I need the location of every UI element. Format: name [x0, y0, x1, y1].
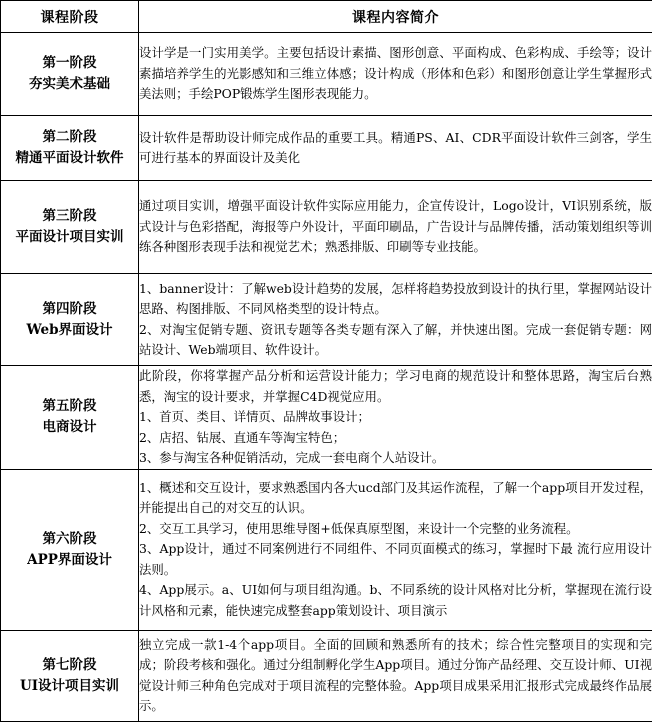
- description-paragraph: 设计学是一门实用美学。主要包括设计素描、图形创意、平面构成、色彩构成、手绘等；设计素描培养学生的光影感知和三维立体感；设计构成（形体和色彩）和图形创意让学生掌握形式美法则；手绘POP锻炼学生图形表现能力。: [139, 43, 652, 105]
- stage-number: 第五阶段: [1, 396, 138, 417]
- description-cell: [139, 181, 652, 274]
- stage-cell: [1, 469, 139, 630]
- stage-number: 第一阶段: [1, 53, 138, 74]
- stage-number: 第二阶段: [1, 127, 138, 148]
- description-paragraph: 2、店招、钻展、直通车等淘宝特色；: [139, 428, 652, 449]
- header-stage: 课程阶段: [1, 1, 139, 33]
- description-paragraph: 通过项目实训，增强平面设计软件实际应用能力，企宣传设计，Logo设计，VI识别系统，版式设计与色彩搭配，海报等户外设计，平面印刷品，广告设计与品牌传播，活动策划组织等训练各种图形表现手法和视觉艺术；熟悉排版、印刷等专业技能。: [139, 196, 652, 258]
- table-row: [1, 469, 652, 630]
- description-paragraph: 3、App设计，通过不同案例进行不同组件、不同页面模式的练习，掌握时下最 流行应用设计法则。: [139, 539, 652, 580]
- stage-cell: [1, 366, 139, 470]
- stage-cell: [1, 33, 139, 116]
- description-paragraph: 3、参与淘宝各种促销活动，完成一套电商个人站设计。: [139, 448, 652, 469]
- description-cell: [139, 274, 652, 366]
- description-cell: [139, 630, 652, 721]
- table-row: [1, 366, 652, 470]
- table-row: [1, 630, 652, 721]
- description-paragraph: 独立完成一款1-4个app项目。全面的回顾和熟悉所有的技术；综合性完整项目的实现和完成；阶段考核和强化。通过分组制孵化学生App项目。通过分饰产品经理、交互设计师、UI视觉设计师三种角色完成对于项目流程的完整体验。App项目成果采用汇报形式完成最终作品展示。: [139, 635, 652, 717]
- stage-title: APP界面设计: [1, 550, 138, 571]
- stage-title: 夯实美术基础: [1, 74, 138, 95]
- stage-cell: [1, 630, 139, 721]
- description-paragraph: 2、交互工具学习，使用思维导图+低保真原型图，来设计一个完整的业务流程。: [139, 519, 652, 540]
- header-content: 课程内容简介: [139, 1, 652, 33]
- description-paragraph: 4、App展示。a、UI如何与项目组沟通。b、不同系统的设计风格对比分析，掌握现在流行设计风格和元素，能快速完成整套app策划设计、项目演示: [139, 580, 652, 621]
- description-paragraph: 此阶段，你将掌握产品分析和运营设计能力；学习电商的规范设计和整体思路，淘宝后台熟悉，淘宝的设计要求，并掌握C4D视觉应用。: [139, 366, 652, 407]
- description-paragraph: 1、首页、类目、详情页、品牌故事设计；: [139, 407, 652, 428]
- stage-number: 第四阶段: [1, 299, 138, 320]
- stage-title: UI设计项目实训: [1, 676, 138, 697]
- table-row: [1, 274, 652, 366]
- description-cell: [139, 469, 652, 630]
- stage-title: 平面设计项目实训: [1, 227, 138, 248]
- stage-title: 精通平面设计软件: [1, 148, 138, 169]
- header-row: [1, 1, 652, 33]
- description-paragraph: 1、概述和交互设计，要求熟悉国内各大ucd部门及其运作流程，了解一个app项目开发过程，并能提出自己的对交互的认识。: [139, 478, 652, 519]
- stage-title: 电商设计: [1, 417, 138, 438]
- table-row: [1, 33, 652, 116]
- stage-number: 第三阶段: [1, 206, 138, 227]
- description-paragraph: 设计软件是帮助设计师完成作品的重要工具。精通PS、AI、CDR平面设计软件三剑客，学生可进行基本的界面设计及美化: [139, 128, 652, 169]
- description-paragraph: 1、banner设计：了解web设计趋势的发展，怎样将趋势投放到设计的执行里，掌握网站设计思路、构图排版、不同风格类型的设计特点。: [139, 279, 652, 320]
- description-cell: [139, 366, 652, 470]
- stage-cell: [1, 274, 139, 366]
- description-cell: [139, 33, 652, 116]
- stage-number: 第六阶段: [1, 529, 138, 550]
- table-row: [1, 181, 652, 274]
- stage-title: Web界面设计: [1, 320, 138, 341]
- stage-cell: [1, 116, 139, 181]
- description-paragraph: 2、对淘宝促销专题、资讯专题等各类专题有深入了解，并快速出图。完成一套促销专题：网站设计、Web端项目、软件设计。: [139, 320, 652, 361]
- stage-number: 第七阶段: [1, 655, 138, 676]
- description-cell: [139, 116, 652, 181]
- stage-cell: [1, 181, 139, 274]
- table-row: [1, 116, 652, 181]
